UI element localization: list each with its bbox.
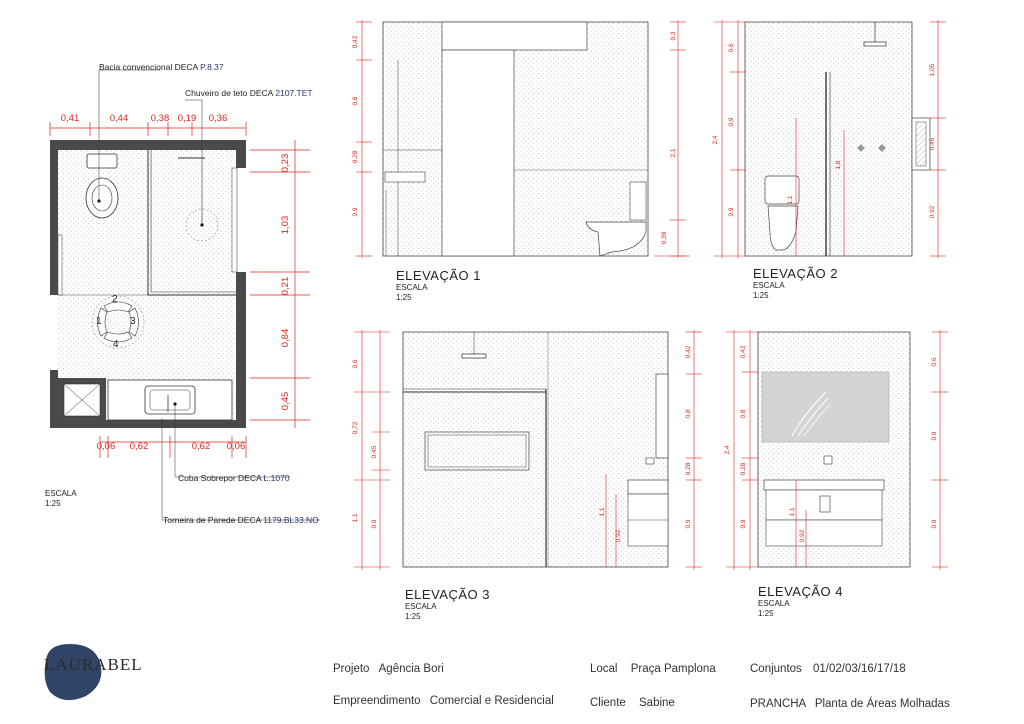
elev3-right-dim-1: 0,42 (685, 345, 692, 359)
company-logo: LAURABEL (44, 655, 143, 674)
elev4-inner-dim-1: 1,1 (789, 507, 796, 517)
elevation-4-drawing (758, 332, 910, 567)
elev3-right-dim-4: 0,9 (685, 519, 692, 529)
prancha-label: PRANCHA (750, 698, 806, 710)
plan-right-dim-5: 0,45 (280, 391, 291, 411)
elevation-3-label (405, 587, 490, 622)
elevation-1-drawing (383, 22, 648, 256)
elevation-2-label (753, 266, 838, 301)
local-value: Praça Pamplona (630, 663, 716, 675)
prancha-value: Planta de Áreas Molhadas (814, 698, 950, 710)
callout-chuveiro-label: Chuveiro de teto DECA (185, 88, 273, 98)
elev4-right-dim-1: 0,6 (931, 357, 938, 367)
plan-bottom-dim-1: 0,06 (96, 441, 116, 452)
plan-top-dim-1: 0,41 (60, 113, 80, 124)
elev3-left-dim-4: 1,1 (352, 513, 359, 523)
callout-chuveiro (185, 88, 313, 98)
elev4-left-dim-2: 0,8 (740, 409, 747, 419)
elev1-right-dim-1: 0,3 (670, 31, 677, 41)
callout-torneira-code: 1179.BL33.NO (263, 515, 319, 525)
plan-right-dim-2: 1,03 (280, 215, 291, 235)
elevation-1-title: ELEVAÇÃO 1 (396, 268, 481, 283)
elev1-left-dim-2: 0,8 (352, 96, 359, 106)
elev2-left-dim-4: 0,9 (728, 207, 735, 217)
callout-cuba-label: Cuba Sobrepor DECA (178, 473, 262, 483)
empreendimento-label: Empreendimento (333, 695, 421, 707)
plan-right-dim-3: 0,21 (280, 276, 291, 296)
plan-scale-label: ESCALA (45, 489, 77, 498)
elevation-2-scale-value: 1:25 (753, 291, 769, 300)
elev4-left-dim-4: 0,28 (740, 462, 747, 476)
elev3-inner-dim-2: 0,92 (615, 529, 622, 543)
field-empreendimento (333, 695, 554, 707)
elev4-left-dim-3: 2,4 (724, 445, 731, 455)
chair-label-2: 2 (112, 294, 118, 305)
elev3-left-dim-5: 0,9 (371, 519, 378, 529)
callout-bacia-code: P.8.37 (200, 62, 224, 72)
elev2-left-dim-2: 2,4 (712, 135, 719, 145)
chair-label-1: 1 (96, 316, 102, 327)
elevation-4-scale-value: 1:25 (758, 609, 774, 618)
elev3-right-dim-3: 0,28 (685, 462, 692, 476)
elevation-4-title: ELEVAÇÃO 4 (758, 584, 843, 599)
chair-label-4: 4 (113, 339, 119, 350)
elev2-left-dim-3: 0,9 (728, 117, 735, 127)
elev3-left-dim-1: 0,6 (352, 359, 359, 369)
plan-top-dim-2: 0,44 (109, 113, 129, 124)
elev3-left-dim-3: 0,45 (371, 445, 378, 459)
elevation-2-scale-label: ESCALA (753, 281, 785, 290)
plan-bottom-dim-2: 0,62 (129, 441, 149, 452)
local-label: Local (590, 663, 618, 675)
elevation-2-title: ELEVAÇÃO 2 (753, 266, 838, 281)
elev2-right-dim-1: 1,05 (929, 63, 936, 77)
elev4-inner-dim-2: 0,92 (799, 529, 806, 543)
plan-scale (45, 489, 77, 509)
elev3-left-dim-2: 0,72 (352, 421, 359, 435)
field-local (590, 663, 716, 675)
elev2-inner-dim-1: 1,8 (835, 160, 842, 170)
callout-cuba (178, 473, 290, 483)
elevation-1-label (396, 268, 481, 303)
elev1-left-dim-1: 0,42 (352, 35, 359, 49)
elevation-1-scale-label: ESCALA (396, 283, 428, 292)
elevation-1-scale-value: 1:25 (396, 293, 412, 302)
elev3-right-dim-2: 0,8 (685, 409, 692, 419)
empreendimento-value: Comercial e Residencial (429, 695, 554, 707)
elevation-4-scale-label: ESCALA (758, 599, 790, 608)
conjuntos-value: 01/02/03/16/17/18 (813, 663, 906, 675)
elev4-left-dim-5: 0,9 (740, 519, 747, 529)
plan-right-dim-1: 0,23 (280, 153, 291, 173)
field-prancha (750, 698, 950, 710)
projeto-label: Projeto (333, 663, 370, 675)
cliente-value: Sabine (639, 697, 675, 709)
elev2-left-dim-1: 0,6 (728, 43, 735, 53)
field-projeto (333, 663, 444, 675)
elev1-right-dim-2: 2,1 (670, 148, 677, 158)
elev4-right-dim-3: 0,9 (931, 519, 938, 529)
elevation-4-label (758, 584, 843, 619)
callout-torneira-label: Torneira de Parede DECA (163, 515, 261, 525)
elev2-right-dim-3: 0,92 (929, 205, 936, 219)
callout-torneira (163, 515, 319, 525)
callout-bacia (99, 62, 224, 72)
field-cliente (590, 697, 675, 709)
elevation-2-drawing (745, 22, 930, 256)
elevation-3-scale-value: 1:25 (405, 612, 421, 621)
elev2-inner-dim-2: 1,1 (787, 195, 794, 205)
plan-scale-value: 1:25 (45, 499, 61, 508)
callout-chuveiro-code: 2107.TET (275, 88, 313, 98)
field-conjuntos (750, 663, 906, 675)
elev1-left-dim-4: 0,9 (352, 207, 359, 217)
plan-right-dim-4: 0,84 (280, 328, 291, 348)
conjuntos-label: Conjuntos (750, 663, 802, 675)
elev2-right-dim-2: 0,45 (929, 137, 936, 151)
plan-bottom-dim-4: 0,06 (226, 441, 246, 452)
elevation-3-drawing (403, 332, 668, 567)
plan-top-dim-3: 0,38 (150, 113, 170, 124)
elev4-right-dim-2: 0,9 (931, 431, 938, 441)
chair-label-3: 3 (130, 316, 136, 327)
elev4-left-dim-1: 0,42 (740, 345, 747, 359)
elev1-left-dim-3: 0,28 (352, 150, 359, 164)
plan-bottom-dim-3: 0,62 (191, 441, 211, 452)
elev1-right-dim-3: 0,39 (661, 231, 668, 245)
elevation-3-title: ELEVAÇÃO 3 (405, 587, 490, 602)
callout-bacia-label: Bacia convencional DECA (99, 62, 198, 72)
cliente-label: Cliente (590, 697, 626, 709)
elev3-inner-dim-1: 1,1 (599, 507, 606, 517)
elevation-3-scale-label: ESCALA (405, 602, 437, 611)
projeto-value: Agência Bori (378, 663, 444, 675)
plan-top-dim-4: 0,19 (177, 113, 197, 124)
plan-top-dim-5: 0,36 (208, 113, 228, 124)
callout-cuba-code: L.1070 (263, 473, 290, 483)
